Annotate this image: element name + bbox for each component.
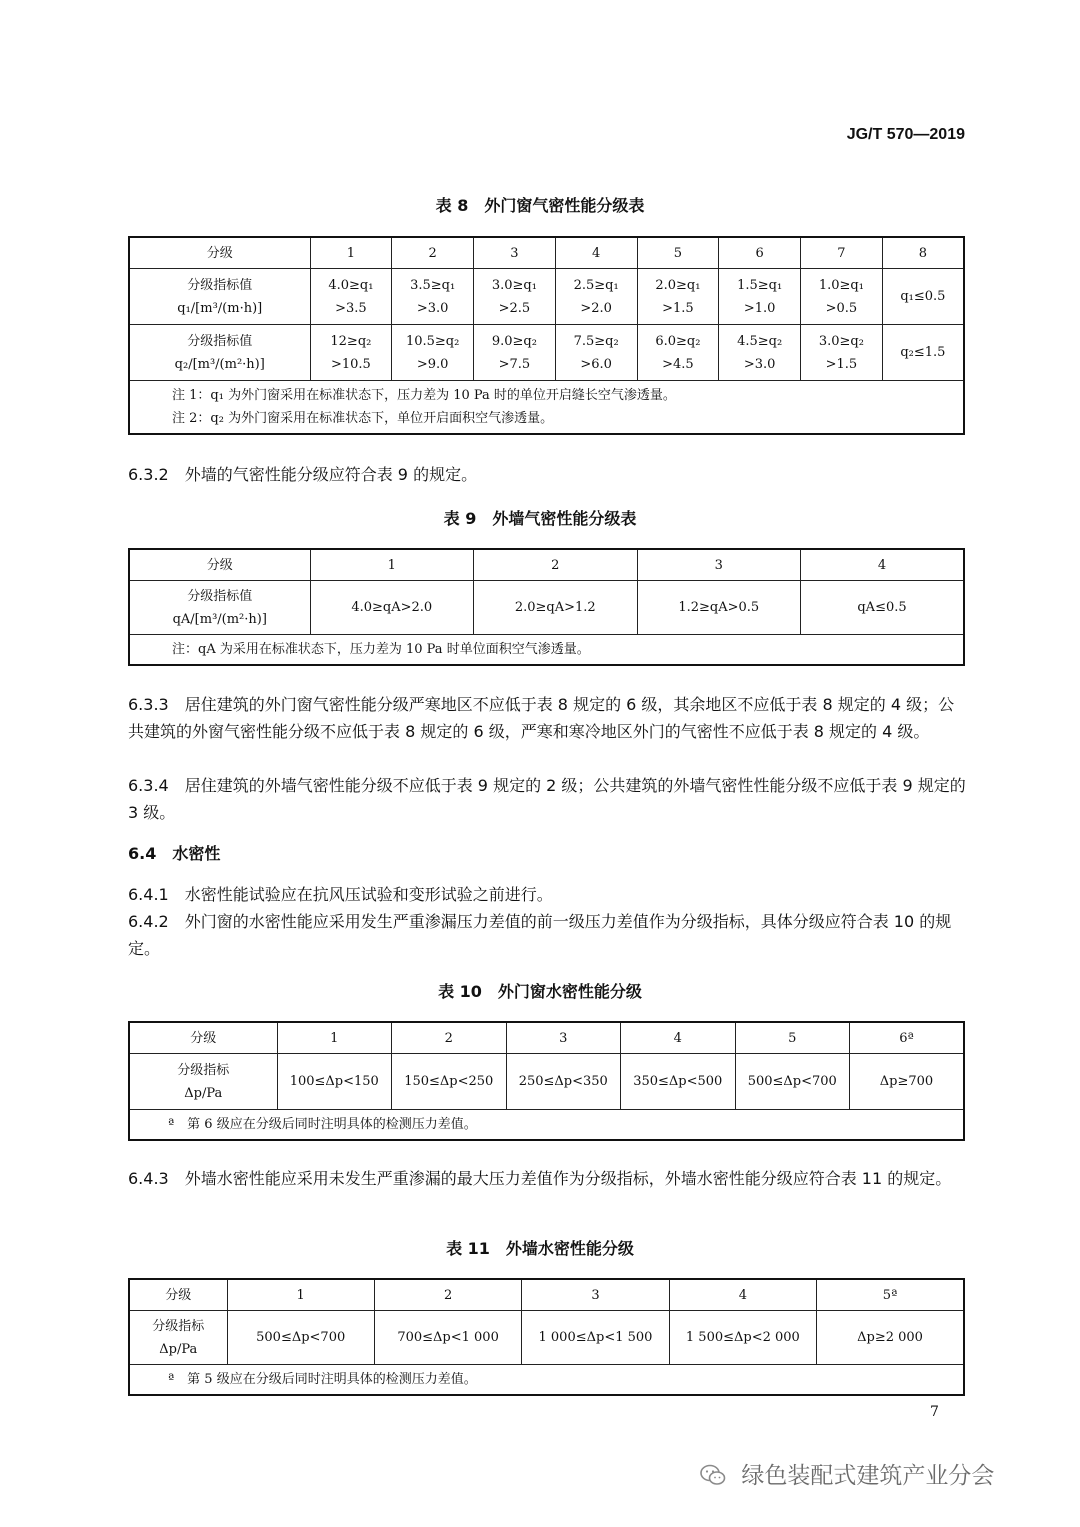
table8-cell: q₂≤1.5 bbox=[882, 325, 964, 381]
table10 bbox=[128, 1021, 965, 1141]
table8 bbox=[128, 236, 965, 435]
table11-cell: Δp≥2 000 bbox=[817, 1311, 964, 1365]
table11-grade: 2 bbox=[374, 1279, 521, 1311]
table10-grade: 4 bbox=[621, 1022, 736, 1054]
table10-cell: 100≤Δp<150 bbox=[277, 1054, 392, 1110]
table11-cell: 1 000≤Δp<1 500 bbox=[522, 1311, 669, 1365]
table8-grade: 3 bbox=[474, 237, 556, 269]
table8-cell: q₁≤0.5 bbox=[882, 269, 964, 325]
table10-grade: 1 bbox=[277, 1022, 392, 1054]
table11-title: 表 11 外墙水密性能分级 bbox=[446, 1239, 634, 1258]
table10-row-label bbox=[129, 1054, 277, 1110]
table9-grade: 3 bbox=[637, 549, 801, 581]
table8-cell: 6.0≥q₂ >4.5 bbox=[637, 325, 719, 381]
para-6-4-2: 6.4.2 外门窗的水密性能应采用发生严重渗漏压力差值的前一级压力差值作为分级指标，具体分级应符合表 10 的规定。 bbox=[128, 912, 952, 958]
table10-cell: Δp≥700 bbox=[850, 1054, 965, 1110]
table11-cell: 500≤Δp<700 bbox=[227, 1311, 374, 1365]
table8-cell: 2.5≥q₁ >2.0 bbox=[555, 269, 637, 325]
table8-grade: 4 bbox=[555, 237, 637, 269]
table10-cell: 500≤Δp<700 bbox=[735, 1054, 850, 1110]
table11-grade: 4 bbox=[669, 1279, 816, 1311]
table9-cell: 4.0≥qA>2.0 bbox=[310, 581, 474, 635]
table10-title: 表 10 外门窗水密性能分级 bbox=[438, 982, 642, 1001]
table10-grade: 5 bbox=[735, 1022, 850, 1054]
table9-cell: 2.0≥qA>1.2 bbox=[474, 581, 638, 635]
table9-row-label bbox=[129, 581, 310, 635]
table11-row-label bbox=[129, 1311, 227, 1365]
table8-title: 表 8 外门窗气密性能分级表 bbox=[435, 196, 645, 215]
table8-cell: 10.5≥q₂ >9.0 bbox=[392, 325, 474, 381]
table9-row-label-line1: 分级指标值 bbox=[187, 588, 253, 604]
watermark bbox=[700, 1457, 994, 1490]
table11-grade: 3 bbox=[522, 1279, 669, 1311]
para-6-3-2: 6.3.2 外墙的气密性能分级应符合表 9 的规定。 bbox=[128, 465, 478, 484]
table8-cell: 2.0≥q₁ >1.5 bbox=[637, 269, 719, 325]
para-6-4-1: 6.4.1 水密性能试验应在抗风压试验和变形试验之前进行。 bbox=[128, 885, 553, 904]
table10-row-label-line1: 分级指标 bbox=[177, 1062, 230, 1078]
table11 bbox=[128, 1278, 965, 1396]
watermark-text: 绿色装配式建筑产业分会 bbox=[741, 1463, 995, 1489]
standard-code: JG/T 570—2019 bbox=[846, 126, 965, 143]
table9 bbox=[128, 548, 965, 666]
table10-footnote: ª 第 6 级应在分级后同时注明具体的检测压力差值。 bbox=[129, 1110, 964, 1141]
table8-grade: 6 bbox=[719, 237, 801, 269]
para-6-4-3: 6.4.3 外墙水密性能应采用未发生严重渗漏的最大压力差值作为分级指标，外墙水密性能分级应符合表 11 的规定。 bbox=[128, 1169, 952, 1188]
table10-cell: 150≤Δp<250 bbox=[392, 1054, 507, 1110]
table8-note2: 注 2：q₂ 为外门窗采用在标准状态下，单位开启面积空气渗透量。 bbox=[172, 411, 554, 426]
table8-cell: 7.5≥q₂ >6.0 bbox=[555, 325, 637, 381]
table9-note: 注：qA 为采用在标准状态下，压力差为 10 Pa 时单位面积空气渗透量。 bbox=[129, 635, 964, 666]
table8-row2-label-line2: q₂/[m³/(m²·h)] bbox=[174, 356, 265, 372]
table8-cell: 4.0≥q₁ >3.5 bbox=[310, 269, 392, 325]
table8-cell: 1.0≥q₁ >0.5 bbox=[801, 269, 883, 325]
table8-notes bbox=[129, 381, 964, 435]
table10-cell: 350≤Δp<500 bbox=[621, 1054, 736, 1110]
table8-cell: 1.5≥q₁ >1.0 bbox=[719, 269, 801, 325]
section-6-4-heading: 6.4 水密性 bbox=[128, 844, 221, 863]
table11-row-label-line1: 分级指标 bbox=[152, 1318, 205, 1334]
para-6-3-4: 6.3.4 居住建筑的外墙气密性能分级不应低于表 9 规定的 2 级；公共建筑的外墙气密性性能分级不应低于表 9 规定的 3 级。 bbox=[128, 776, 966, 822]
table11-footnote: ª 第 5 级应在分级后同时注明具体的检测压力差值。 bbox=[129, 1365, 964, 1396]
table10-cell: 250≤Δp<350 bbox=[506, 1054, 621, 1110]
table10-row-label-line2: Δp/Pa bbox=[184, 1085, 223, 1101]
table8-grade: 8 bbox=[882, 237, 964, 269]
table8-grade: 7 bbox=[801, 237, 883, 269]
table9-title: 表 9 外墙气密性能分级表 bbox=[443, 509, 637, 528]
page-number: 7 bbox=[930, 1404, 939, 1420]
table10-header-label: 分级 bbox=[129, 1022, 277, 1054]
table9-cell: 1.2≥qA>0.5 bbox=[637, 581, 801, 635]
table11-row-label-line2: Δp/Pa bbox=[159, 1341, 198, 1357]
table9-grade: 1 bbox=[310, 549, 474, 581]
table8-cell: 3.5≥q₁ >3.0 bbox=[392, 269, 474, 325]
table8-header-label: 分级 bbox=[129, 237, 310, 269]
table8-note1: 注 1：q₁ 为外门窗采用在标准状态下，压力差为 10 Pa 时的单位开启缝长空气渗透量。 bbox=[172, 388, 676, 403]
para-6-3-3: 6.3.3 居住建筑的外门窗气密性能分级严寒地区不应低于表 8 规定的 6 级，其余地区不应低于表 8 规定的 4 级；公共建筑的外窗气密性能分级不应低于表 8 规定的 6 级，严寒和寒冷地区外门的气密性不应低于表 8 规定的 4 级。 bbox=[128, 695, 955, 741]
table11-grade: 5ª bbox=[817, 1279, 964, 1311]
table8-cell: 9.0≥q₂ >7.5 bbox=[474, 325, 556, 381]
table9-grade: 4 bbox=[801, 549, 965, 581]
table8-row2-label-line1: 分级指标值 bbox=[187, 333, 253, 349]
table8-cell: 3.0≥q₁ >2.5 bbox=[474, 269, 556, 325]
table9-row-label-line2: qA/[m³/(m²·h)] bbox=[172, 611, 267, 627]
table10-grade: 3 bbox=[506, 1022, 621, 1054]
wechat-icon bbox=[700, 1464, 726, 1486]
table8-grade: 1 bbox=[310, 237, 392, 269]
table8-row2-label bbox=[129, 325, 310, 381]
table9-cell: qA≤0.5 bbox=[801, 581, 965, 635]
table8-row1-label bbox=[129, 269, 310, 325]
table8-cell: 12≥q₂ >10.5 bbox=[310, 325, 392, 381]
table10-grade: 2 bbox=[392, 1022, 507, 1054]
table9-header-label: 分级 bbox=[129, 549, 310, 581]
table8-grade: 2 bbox=[392, 237, 474, 269]
table8-cell: 3.0≥q₂ >1.5 bbox=[801, 325, 883, 381]
table11-cell: 1 500≤Δp<2 000 bbox=[669, 1311, 816, 1365]
table10-grade: 6ª bbox=[850, 1022, 965, 1054]
table11-header-label: 分级 bbox=[129, 1279, 227, 1311]
table8-row1-label-line1: 分级指标值 bbox=[187, 277, 253, 293]
table8-cell: 4.5≥q₂ >3.0 bbox=[719, 325, 801, 381]
table11-cell: 700≤Δp<1 000 bbox=[374, 1311, 521, 1365]
table9-grade: 2 bbox=[474, 549, 638, 581]
table8-grade: 5 bbox=[637, 237, 719, 269]
table8-row1-label-line2: q₁/[m³/(m·h)] bbox=[177, 300, 263, 316]
table11-grade: 1 bbox=[227, 1279, 374, 1311]
